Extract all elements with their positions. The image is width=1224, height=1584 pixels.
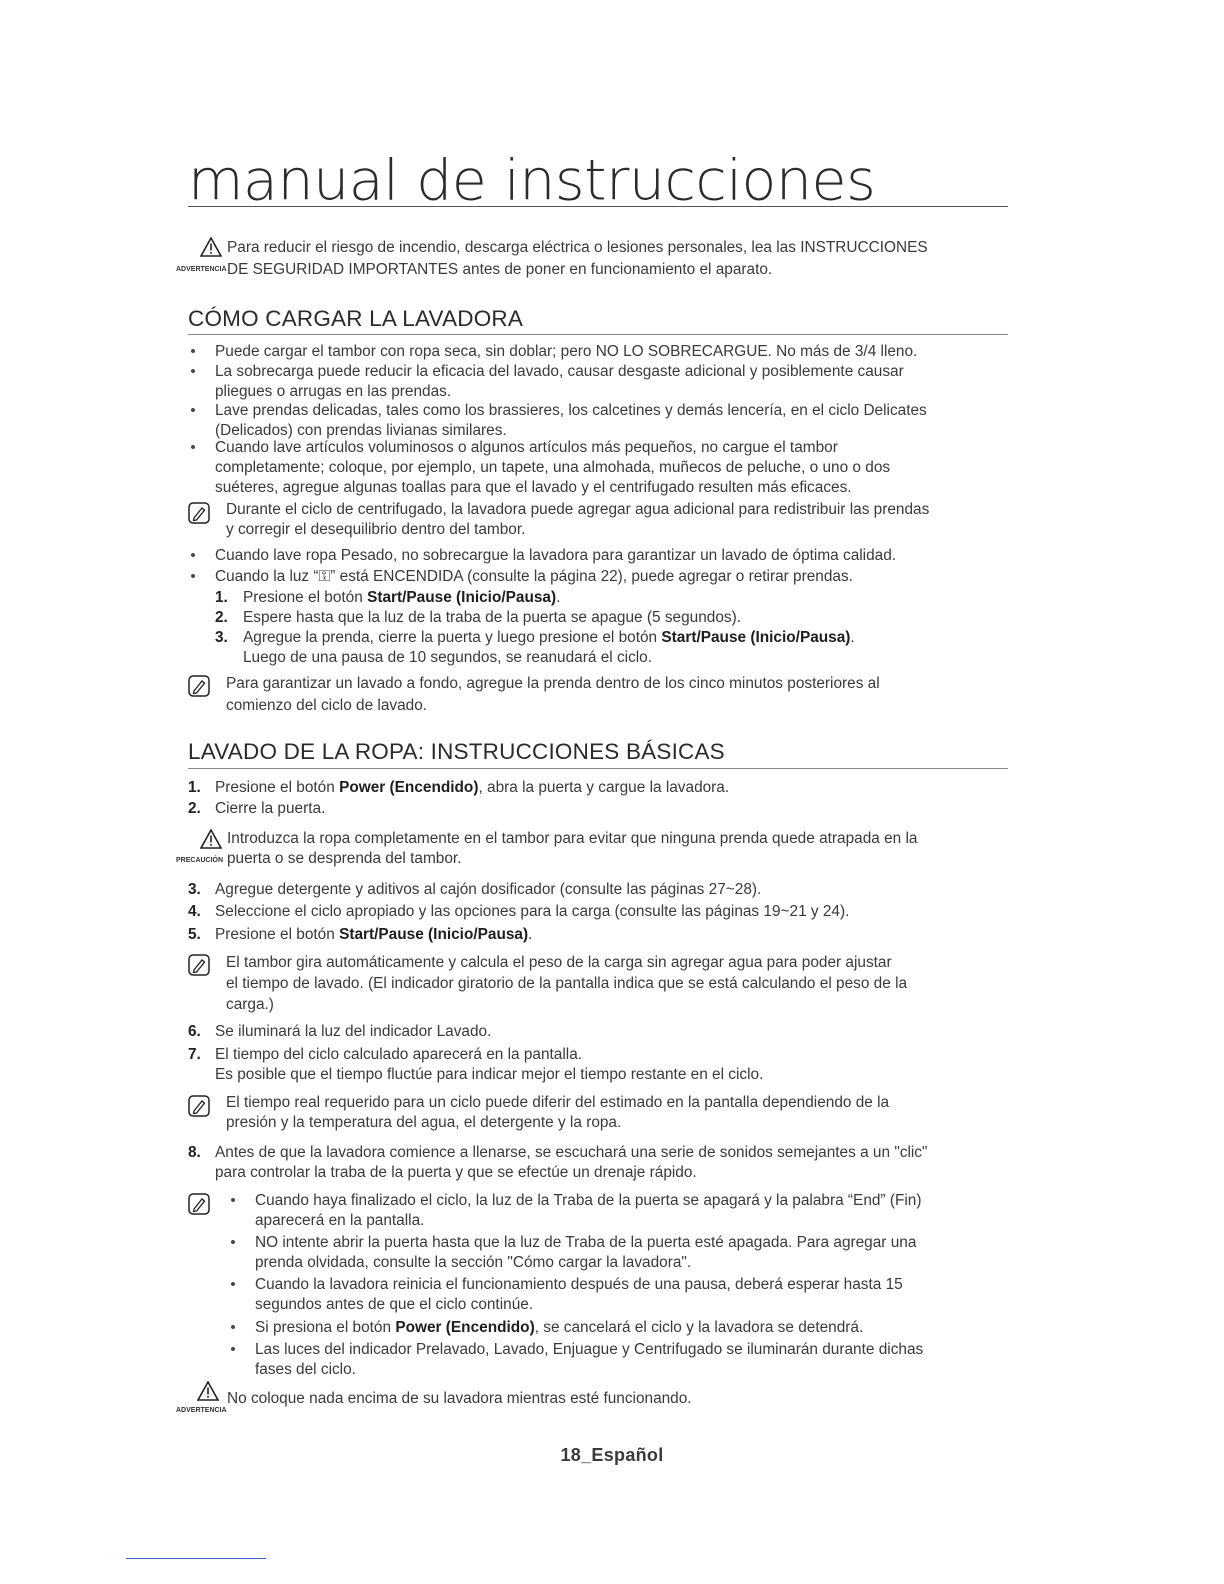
section-heading-washing: LAVADO DE LA ROPA: INSTRUCCIONES BÁSICAS [188, 739, 725, 764]
step-number: 3. [215, 629, 228, 646]
bullet-dot: • [230, 1276, 236, 1293]
note-text: El tiempo real requerido para un ciclo puede diferir del estimado en la pantalla dependiendo de la presión y la temperatura del agua, el detergente y la ropa. [226, 1094, 890, 1131]
bullet-dot: • [190, 568, 196, 585]
caution-icon [200, 829, 222, 849]
warning-icon [200, 237, 222, 257]
list-item-text: Cuando la lavadora reinicia el funcionamiento después de una pausa, deberá esperar hasta 15 segundos antes de que el ciclo continúe. [255, 1276, 903, 1313]
list-item-text: Si presiona el botón Power (Encendido), se cancelará el ciclo y la lavadora se detendrá. [255, 1319, 864, 1336]
step-text: Agregue detergente y aditivos al cajón dosificador (consulte las páginas 27~28). [215, 881, 762, 898]
bullet-dot: • [190, 363, 196, 380]
warning-label: ADVERTENCIA [176, 1407, 227, 1414]
section-heading-loading: CÓMO CARGAR LA LAVADORA [188, 306, 524, 331]
step-number: 8. [188, 1144, 201, 1161]
intro-warning-line1: Para reducir el riesgo de incendio, descarga eléctrica o lesiones personales, lea las INSTRUCCIONES [227, 239, 928, 256]
step-text: Seleccione el ciclo apropiado y las opciones para la carga (consulte las páginas 19~21 y 24). [215, 903, 850, 920]
list-item-text: La sobrecarga puede reducir la eficacia del lavado, causar desgaste adicional y posiblemente causar pliegues o arrugas en las prendas. [215, 363, 904, 400]
step-text: Cierre la puerta. [215, 800, 326, 817]
step-text: Espere hasta que la luz de la traba de la puerta se apague (5 segundos). [243, 609, 741, 626]
list-item-text: Cuando haya finalizado el ciclo, la luz de la Traba de la puerta se apagará y la palabra “End” (Fin) aparecerá en la pantalla. [255, 1192, 922, 1229]
step-text: Presione el botón Start/Pause (Inicio/Pausa). [215, 926, 533, 943]
step-number: 3. [188, 881, 201, 898]
step-text: El tiempo del ciclo calculado aparecerá en la pantalla. Es posible que el tiempo fluctúe para indicar mejor el tiempo restante en el ciclo. [215, 1046, 764, 1083]
intro-warning-line2: DE SEGURIDAD IMPORTANTES antes de poner en funcionamiento el aparato. [227, 261, 773, 278]
door-lock-glyph-icon: ⚿ [318, 568, 331, 585]
list-item-text: Lave prendas delicadas, tales como los brassieres, los calcetines y demás lencería, en el ciclo Delicates (Delicados) con prendas livianas similares. [215, 402, 927, 439]
caution-line2: puerta o se desprenda del tambor. [227, 850, 462, 867]
bullet-dot: • [190, 547, 196, 564]
final-warning-text: No coloque nada encima de su lavadora mientras esté funcionando. [227, 1390, 692, 1407]
bullet-dot: • [190, 402, 196, 419]
title-divider [188, 206, 1008, 207]
bullet-dot: • [190, 343, 196, 360]
list-item-text: NO intente abrir la puerta hasta que la luz de Traba de la puerta esté apagada. Para agregar una prenda olvidada, consulte la sección "Cómo cargar la lavadora". [255, 1234, 917, 1271]
section-divider [188, 768, 1008, 769]
page-number: 18_Español [560, 1445, 664, 1465]
step-text: Presione el botón Power (Encendido), abra la puerta y cargue la lavadora. [215, 779, 730, 796]
caution-label: PRECAUCIÓN [176, 857, 224, 864]
warning-icon [197, 1381, 219, 1401]
list-item-text: Cuando lave artículos voluminosos o algunos artículos más pequeños, no cargue el tambor completamente; coloque, por ejemplo, un tapete, una almohada, muñecos de peluche, o uno o dos suéteres, agregue algunas toallas para que el lavado y el centrifugado resulten más eficaces. [215, 439, 891, 496]
list-item-text: Las luces del indicador Prelavado, Lavado, Enjuague y Centrifugado se iluminarán durante dichas fases del ciclo. [255, 1341, 924, 1378]
step-number: 4. [188, 903, 201, 920]
list-item-text: Puede cargar el tambor con ropa seca, sin doblar; pero NO LO SOBRECARGUE. No más de 3/4 lleno. [215, 343, 918, 360]
step-number: 2. [215, 609, 228, 626]
step-text: Presione el botón Start/Pause (Inicio/Pausa). [243, 589, 561, 606]
bullet-dot: • [230, 1192, 236, 1209]
bullet-dot: • [190, 439, 196, 456]
step-number: 7. [188, 1046, 201, 1063]
step-number: 1. [215, 589, 228, 606]
note-icon [188, 954, 210, 976]
page-title: manual de instrucciones [188, 148, 876, 214]
note-text: El tambor gira automáticamente y calcula el peso de la carga sin agregar agua para poder ajustar el tiempo de lavado. (El indicador giratorio de la pantalla indica que se está calculando el peso de la carga.) [226, 954, 908, 1013]
step-number: 5. [188, 926, 201, 943]
note-icon [188, 502, 210, 524]
list-item-text: Cuando lave ropa Pesado, no sobrecargue la lavadora para garantizar un lavado de óptima calidad. [215, 547, 897, 564]
warning-label: ADVERTENCIA [176, 266, 227, 273]
bullet-dot: • [230, 1319, 236, 1336]
step-text: Antes de que la lavadora comience a llenarse, se escuchará una serie de sonidos semejantes a un "clic" para controlar la traba de la puerta y que se efectúe un drenaje rápido. [215, 1144, 928, 1181]
step-text: Se iluminará la luz del indicador Lavado. [215, 1023, 492, 1040]
step-number: 6. [188, 1023, 201, 1040]
step-number: 1. [188, 779, 201, 796]
note-text: Durante el ciclo de centrifugado, la lavadora puede agregar agua adicional para redistribuir las prendas y corregir el desequilibrio dentro del tambor. [226, 501, 930, 538]
caution-line1: Introduzca la ropa completamente en el tambor para evitar que ninguna prenda quede atrapada en la [227, 830, 918, 847]
bullet-dot: • [230, 1234, 236, 1251]
note-icon [188, 1095, 210, 1117]
note-icon [188, 675, 210, 697]
note-text: Para garantizar un lavado a fondo, agregue la prenda dentro de los cinco minutos posteriores al comienzo del ciclo de lavado. [226, 675, 880, 714]
note-icon [188, 1193, 210, 1215]
bottom-divider [126, 1558, 266, 1559]
list-item-text: Cuando la luz “⚿” está ENCENDIDA (consulte la página 22), puede agregar o retirar prendas. [215, 568, 853, 585]
step-number: 2. [188, 800, 201, 817]
bullet-dot: • [230, 1341, 236, 1358]
step-text: Agregue la prenda, cierre la puerta y luego presione el botón Start/Pause (Inicio/Pausa). Luego de una pausa de 10 segundos, se reanudará el ciclo. [243, 629, 855, 666]
section-divider [188, 334, 1008, 335]
